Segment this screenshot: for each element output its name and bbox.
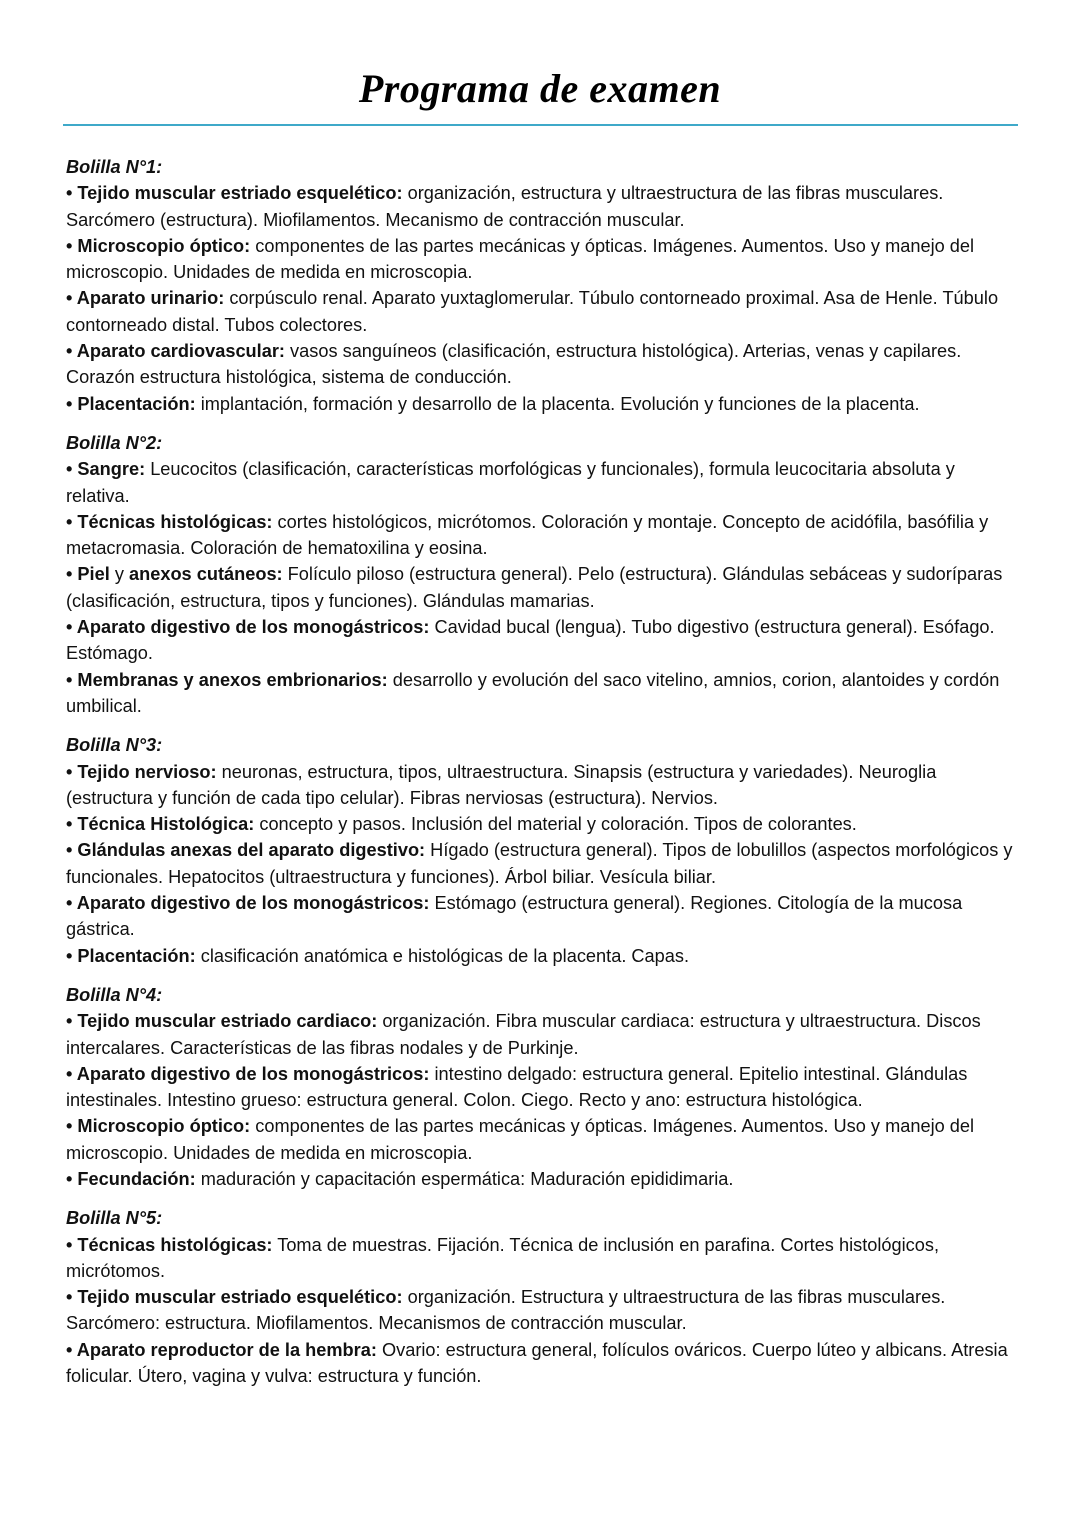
- topic-item: [66, 1166, 1016, 1192]
- topic-item: [66, 233, 1016, 286]
- bolilla-section: [66, 982, 1016, 1192]
- topic-item: [66, 759, 1016, 812]
- topic-description: neuronas, estructura, tipos, ultraestructura. Sinapsis (estructura y variedades). Neuroglia (estructura y función de cada tipo celular). Fibras nerviosas (estructura). Nervios.: [66, 761, 937, 808]
- topic-item: [66, 456, 1016, 509]
- topic-description: corpúsculo renal. Aparato yuxtaglomerular. Túbulo contorneado proximal. Asa de Henle. Túbulo contorneado distal. Tubos colectores.: [66, 288, 999, 335]
- bolilla-section: [66, 732, 1016, 969]
- topic-connector: y: [109, 564, 129, 585]
- bolilla-heading: Bolilla N°4:: [66, 984, 163, 1005]
- topic-title: • Técnicas histológicas:: [66, 1234, 273, 1255]
- bolilla-section: [66, 154, 1016, 417]
- bolilla-section: [66, 1205, 1016, 1389]
- topic-description: componentes de las partes mecánicas y ópticas. Imágenes. Aumentos. Uso y manejo del microscopio. Unidades de medida en microscopia.: [66, 235, 975, 283]
- topic-description: clasificación anatómica e histológicas de la placenta. Capas.: [195, 945, 690, 966]
- topic-description: cortes histológicos, micrótomos. Coloración y montaje. Concepto de acidófila, basófilia y metacromasia. Coloración de hematoxilina y eosina.: [66, 511, 989, 559]
- topic-description: Cavidad bucal (lengua). Tubo digestivo (estructura general). Esófago. Estómago.: [66, 617, 995, 664]
- topic-item: [66, 1337, 1016, 1390]
- topic-title: • Microscopio óptico:: [66, 235, 251, 256]
- topic-description: concepto y pasos. Inclusión del material y coloración. Tipos de colorantes.: [254, 814, 857, 835]
- topic-title: • Aparato digestivo de los monogástricos:: [66, 1063, 430, 1084]
- topic-description: Folículo piloso (estructura general). Pelo (estructura). Glándulas sebáceas y sudoríparas (clasificación, estructura, tipos y funciones). Glándulas mamarias.: [66, 564, 1003, 611]
- topic-description: Ovario: estructura general, folículos ováricos. Cuerpo lúteo y albicans. Atresia folicular. Útero, vagina y vulva: estructura y función.: [66, 1339, 1008, 1387]
- topic-description: Leucocitos (clasificación, características morfológicas y funcionales), formula leucocitaria absoluta y relativa.: [66, 459, 955, 506]
- topic-item: [66, 1008, 1016, 1061]
- topic-item: [66, 1113, 1016, 1166]
- bolilla-heading: Bolilla N°3:: [66, 735, 163, 756]
- topic-title: • Técnicas histológicas:: [66, 511, 273, 532]
- topic-item: [66, 890, 1016, 943]
- topic-description: vasos sanguíneos (clasificación, estructura histológica). Arterias, venas y capilares. Corazón estructura histológica, sistema de conducción.: [66, 341, 962, 388]
- topic-description: Hígado (estructura general). Tipos de lobulillos (aspectos morfológicos y funcionales. Hepatocitos (ultraestructura y funciones). Árbol biliar. Vesícula biliar.: [66, 840, 1013, 887]
- topic-description: organización. Estructura y ultraestructura de las fibras musculares. Sarcómero: estructura. Miofilamentos. Mecanismos de contracción muscular.: [66, 1287, 946, 1334]
- topic-title: • Placentación:: [66, 393, 196, 414]
- topic-title: • Tejido muscular estriado esquelético:: [66, 183, 403, 204]
- topic-item: [66, 667, 1016, 720]
- topic-title: • Placentación:: [66, 945, 196, 966]
- topic-item: [66, 1061, 1016, 1114]
- topic-title: • Aparato digestivo de los monogástricos:: [66, 893, 430, 914]
- topic-description: desarrollo y evolución del saco vitelino, amnios, corion, alantoides y cordón umbilical.: [66, 669, 1000, 716]
- topic-description: intestino delgado: estructura general. Epitelio intestinal. Glándulas intestinales. Intestino grueso: estructura general. Colon. Ciego. Recto y ano: estructura histológica.: [66, 1063, 968, 1111]
- topic-title: • Técnica Histológica:: [66, 814, 255, 835]
- topic-item: [66, 1284, 1016, 1337]
- topic-item: [66, 338, 1016, 391]
- topic-item: [66, 391, 1016, 417]
- topic-title: • Microscopio óptico:: [66, 1116, 251, 1137]
- topic-title: • Tejido muscular estriado cardiaco:: [66, 1011, 378, 1032]
- page-title: Programa de examen: [358, 66, 722, 111]
- topic-item: [66, 1232, 1016, 1285]
- topic-title: • Tejido muscular estriado esquelético:: [66, 1287, 403, 1308]
- bolilla-heading: Bolilla N°2:: [66, 432, 163, 453]
- topic-description: maduración y capacitación espermática: Maduración epididimaria.: [195, 1168, 734, 1189]
- topic-title: • Piel: [66, 564, 110, 585]
- topic-item: [66, 614, 1016, 667]
- title-divider: [63, 124, 1018, 126]
- topic-item: [66, 509, 1016, 562]
- bolilla-heading: Bolilla N°5:: [66, 1208, 163, 1229]
- topic-title: • Aparato urinario:: [66, 288, 225, 309]
- topic-description: componentes de las partes mecánicas y ópticas. Imágenes. Aumentos. Uso y manejo del microscopio. Unidades de medida en microscopia.: [66, 1116, 975, 1163]
- topic-item: [66, 943, 1016, 969]
- topic-title: • Aparato cardiovascular:: [66, 341, 285, 362]
- topic-description: Toma de muestras. Fijación. Técnica de inclusión en parafina. Cortes histológicos, micrótomos.: [66, 1234, 940, 1281]
- topic-description: organización. Fibra muscular cardiaca: estructura y ultraestructura. Discos intercalares. Características de las fibras nodales y de Purkinje.: [66, 1011, 981, 1058]
- bolilla-section: [66, 430, 1016, 719]
- bolilla-heading: Bolilla N°1:: [66, 157, 163, 177]
- topic-description: Estómago (estructura general). Regiones. Citología de la mucosa gástrica.: [66, 893, 963, 940]
- topic-title: • Membranas y anexos embrionarios:: [66, 669, 388, 690]
- topic-item: [66, 811, 1016, 837]
- topic-item: [66, 180, 1016, 233]
- topic-title: • Aparato digestivo de los monogástricos:: [66, 617, 430, 638]
- topic-description: implantación, formación y desarrollo de la placenta. Evolución y funciones de la placenta.: [195, 393, 920, 414]
- topic-title: • Tejido nervioso:: [66, 761, 217, 782]
- topic-item: [66, 561, 1016, 614]
- topic-item: [66, 285, 1016, 338]
- exam-program: [66, 154, 1016, 1402]
- topic-title: • Aparato reproductor de la hembra:: [66, 1339, 377, 1360]
- topic-title-2: anexos cutáneos:: [128, 564, 283, 585]
- topic-title: • Fecundación:: [66, 1168, 196, 1189]
- topic-title: • Glándulas anexas del aparato digestivo:: [66, 840, 426, 861]
- topic-description: organización, estructura y ultraestructura de las fibras musculares. Sarcómero (estructura). Miofilamentos. Mecanismo de contracción muscular.: [66, 183, 944, 230]
- topic-title: • Sangre:: [66, 459, 146, 480]
- topic-item: [66, 837, 1016, 890]
